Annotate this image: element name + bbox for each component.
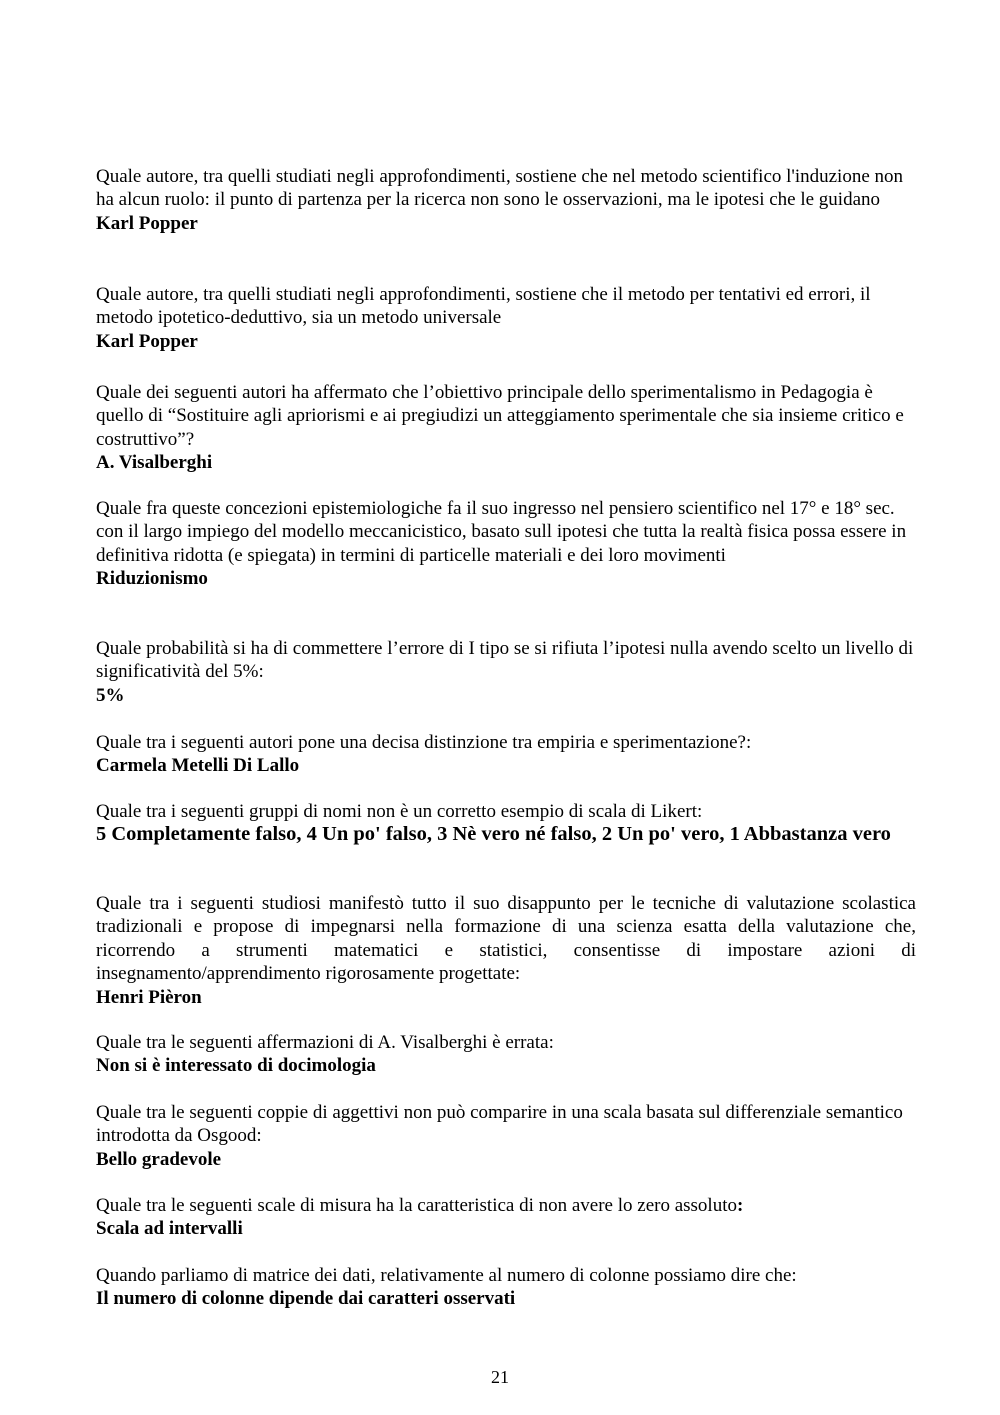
question-text: Quale fra queste concezioni epistemiologiche fa il suo ingresso nel pensiero scientifico nel 17° e 18° sec. con il largo impiego del modello meccanicistico, basato sull ipotesi che tutta la realtà fisica possa essere in definitiva ridotta (e spiegata) in termini di particelle materiali e dei loro movimenti <box>96 498 907 566</box>
qa-item <box>96 1031 916 1078</box>
qa-item <box>96 165 916 235</box>
question-text-main: Quale tra le seguenti scale di misura ha la caratteristica di non avere lo zero assoluto <box>96 1195 737 1216</box>
qa-item <box>96 497 916 591</box>
qa-item <box>96 381 916 475</box>
question-text: Quale tra i seguenti autori pone una decisa distinzione tra empiria e sperimentazione?: <box>96 732 752 753</box>
question-colon: : <box>737 1195 744 1216</box>
question-text: Quale tra le seguenti coppie di aggettivi non può comparire in una scala basata sul differenziale semantico introdotta da Osgood: <box>96 1102 903 1147</box>
answer-text: Karl Popper <box>96 212 198 234</box>
answer-text: 5 Completamente falso, 4 Un po' falso, 3 Nè vero né falso, 2 Un po' vero, 1 Abbastanza vero <box>96 823 891 846</box>
answer-text: A. Visalberghi <box>96 452 213 474</box>
answer-text: Scala ad intervalli <box>96 1218 243 1240</box>
question-text: Quale tra i seguenti studiosi manifestò tutto il suo disappunto per le tecniche di valutazione scolastica tradizionali e propose di impegnarsi nella formazione di una scienza esatta della valutazione che, ricorrendo a strumenti matematici e statistici, consentisse di impostare azioni di insegnamento/apprendimento rigorosamente progettate: <box>96 893 916 985</box>
qa-item <box>96 1194 916 1241</box>
answer-text: Riduzionismo <box>96 568 208 590</box>
question-text: Quale autore, tra quelli studiati negli approfondimenti, sostiene che nel metodo scientifico l'induzione non ha alcun ruolo: il punto di partenza per la ricerca non sono le osservazioni, ma le ipotesi che le guidano <box>96 166 904 211</box>
qa-item <box>96 637 916 707</box>
answer-text: Carmela Metelli Di Lallo <box>96 755 300 777</box>
qa-item <box>96 283 916 353</box>
answer-text: Non si è interessato di docimologia <box>96 1055 376 1077</box>
qa-item <box>96 1101 916 1171</box>
question-text: Quando parliamo di matrice dei dati, relativamente al numero di colonne possiamo dire che: <box>96 1265 797 1286</box>
question-text: Quale probabilità si ha di commettere l’errore di I tipo se si rifiuta l’ipotesi nulla avendo scelto un livello di significatività del 5%: <box>96 638 914 683</box>
page-number: 21 <box>491 1367 509 1387</box>
question-text: Quale tra i seguenti gruppi di nomi non è un corretto esempio di scala di Likert: <box>96 801 703 822</box>
answer-text: Il numero di colonne dipende dai caratteri osservati <box>96 1288 516 1310</box>
qa-item <box>96 731 916 778</box>
answer-text: Henri Pièron <box>96 986 202 1008</box>
answer-text: Bello gradevole <box>96 1148 222 1170</box>
question-text: Quale dei seguenti autori ha affermato che l’obiettivo principale dello sperimentalismo in Pedagogia è quello di “Sostituire agli apriorismi e ai pregiudizi un atteggiamento sperimentale che sia insieme critico e costruttivo”? <box>96 382 904 450</box>
qa-item <box>96 1264 916 1311</box>
question-text <box>96 1194 916 1217</box>
answer-text: Karl Popper <box>96 330 198 352</box>
qa-item <box>96 892 916 1009</box>
answer-text: 5% <box>96 684 125 706</box>
question-text: Quale autore, tra quelli studiati negli approfondimenti, sostiene che il metodo per tentativi ed errori, il metodo ipotetico-deduttivo, sia un metodo universale <box>96 284 871 329</box>
qa-item <box>96 800 916 847</box>
question-text: Quale tra le seguenti affermazioni di A. Visalberghi è errata: <box>96 1032 554 1053</box>
